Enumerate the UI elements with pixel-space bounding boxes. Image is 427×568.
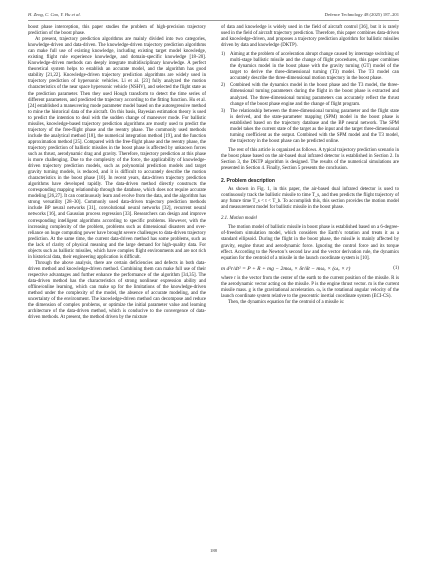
list-item-number: 3) bbox=[221, 108, 226, 114]
list-item-number: 1) bbox=[221, 52, 226, 58]
list-item bbox=[221, 52, 399, 82]
list-item bbox=[221, 109, 399, 145]
right-column bbox=[221, 25, 399, 306]
paragraph: As shown in Fig. 1, in this paper, the air-based dual infrared detector is used to continuously track the ballistic missile to time T_s, and then predicts the flight trajectory of any future time T_s < t < T_b. To accomplish this, this section provides the motion model and measurement model for ballistic missile in the boost phase. bbox=[221, 187, 399, 211]
paragraph: At present, trajectory prediction algorithms are mainly divided into two categories, knowledge-driven and data-driven. The knowledge-driven trajectory prediction algorithms can make full use of existing knowledge, including existing target model knowledge, existing flight rule experience knowledge, and domain-specific knowledge [18–20]. Knowledge-driven methods can deeply integrate multidisciplinary knowledge. A perfect theoretical system helps to establish an accurate model, and the algorithm has good stability [21,22]. Knowledge-driven trajectory prediction algorithms are widely used in trajectory prediction of hypersonic vehicles. Li et al. [23] fully analyzed the motion characteristics of the near space hypersonic vehicle (NSHV), and selected the flight state as the prediction parameter. Then they used Hough transform to detect the time series of different parameters, and predicted the trajectory according to the fitting function. Hu et al. [24] established a maneuvering mode parameter model based on the autoregressive method to mine the historical data of the aircraft. On this basis, Bayesian estimation theory is used to predict the intention to deal with the sudden change of maneuver mode. For ballistic missiles, knowledge-based trajectory prediction algorithms are mostly used to predict the trajectory of the free-flight phase and the reentry phase. The commonly used methods include the analytical method [18], the numerical integration method [19], and the function approximation method [25]. Compared with the free-flight phase and the reentry phase, the trajectory prediction of ballistic missiles in the boost phase is affected by unknown forces such as thrust, aerodynamic drag and gravity. Therefore, trajectory prediction at this phase is more challenging. Due to the complexity of the force, the applicability of knowledge-driven trajectory prediction models, such as polynomial prediction models and target gravity turning models, is reduced, and it is difficult to accurately describe the motion characteristics in the boost phase [10]. In recent years, data-driven trajectory prediction algorithms have developed rapidly. The data-driven method directly constructs the corresponding mapping relationship through the database, which does not require accurate modeling [26,27]. It can continuously learn and evolve from the data, and the algorithm has strong versatility [28–30]. Commonly used data-driven trajectory prediction methods include BP neural networks [31], convolutional neural networks [32], recurrent neural networks [16], and Gaussian process regression [33]. Researchers can design and improve corresponding intelligent algorithms according to specific problems. However, with the increasing complexity of the problem, problems such as dimensional disasters and over-reliance on huge computing power have brought severe challenges to data-driven trajectory prediction. At the same time, the current data-driven method has some problems, such as the lack of clarity of physical meaning and the large demand for high-quality data. For objects such as ballistic missiles, which have complex flight environments and are not rich in historical data, their engineering application is difficult. bbox=[28, 37, 206, 260]
running-header-journal: Defence Technology 48 (2025) 187–201 bbox=[324, 12, 399, 17]
paragraph: The rest of this article is organized as follows. A typical trajectory prediction scenario in the boost phase based on the air-based dual infrared detector is established in Section 2. In Section 3, the DKTP algorithm is designed. The results of the numerical simulations are presented in Section 4. Finally, Section 5 presents the conclusion. bbox=[221, 147, 399, 172]
list-item-number: 2) bbox=[221, 83, 226, 89]
contribution-list bbox=[221, 52, 399, 145]
paragraph: where r is the vector from the center of the earth to the current position of the missile. R is the aerodynamic vector acting on the missile. P is the engine thrust vector. m is the current missile mass. g is the gravitational acceleration. ωₑ is the rotational angular velocity of the launch coordinate system relative to the geocentric inertial coordinate system (ECI-CS). bbox=[221, 275, 399, 299]
paragraph: boost phase interception, this paper studies the problem of high-precision trajectory prediction of the boost phase. bbox=[28, 25, 206, 37]
paragraph: of data and knowledge is widely used in the field of aircraft control [36], but it is rarely used in the field of aircraft trajectory prediction. Therefore, this paper combines data-driven and knowledge-driven, and proposes a trajectory prediction algorithm for ballistic missiles driven by data and knowledge (DKTP). bbox=[221, 25, 399, 49]
running-header-authors: H. Zeng, C. Cao, Y. Hu et al. bbox=[28, 12, 81, 17]
subsection-heading: 2.1. Motion model bbox=[221, 216, 257, 222]
section-heading: 2. Problem description bbox=[221, 178, 275, 185]
list-item-text: Combined with the dynamics model in the boost phase and the T3 model, the three-dimensional turning parameters during the flight in the boost phase is extracted and analyzed. The three-dimensional turning parameters can accurately reflect the thrust change of the boost phase engine and the change of flight program. bbox=[230, 83, 399, 107]
list-item-text: Aiming at the problem of acceleration abrupt change caused by interstage switching of multi-stage ballistic missile and the change of flight procedures, this paper combines the dynamics model in the boost phase with the gravity turning (GT) model of the target to derive the three-dimensional turning (T3) model. The T3 model can accurately describe the three-dimensional motion trajectory in the boost phase. bbox=[230, 52, 399, 82]
paragraph: Then, the dynamics equation for the centroid of a missile is: bbox=[228, 299, 345, 305]
page-number: 188 bbox=[210, 548, 217, 553]
list-item-text: The relationship between the three-dimensional turning parameter and the flight state is derived, and the state-parameter mapping (SPM) model in the boost phase is established based on the trajectory database and the BP neural network. The SPM model takes the current state of the target as the input and the target three-dimensional turning coefficient as the output. Combined with the SPM model and the T3 model, the trajectory in the boost phase can be predicted online. bbox=[230, 108, 399, 144]
paragraph: Through the above analysis, there are certain deficiencies and defects in both data-driven method and knowledge-driven method. Combining them can make full use of their respective advantages and further enhance the performance of the algorithm [34,35]. The data-driven method has the characteristics of strong nonlinear expression ability and offline/online learning, which can make up for the limitations of the knowledge-driven method under the complexity of the model, the absence of accurate modeling, and the uncertainty of the environment. The knowledge-driven method can decompose and reduce the dimension of complex problems, or optimize the initial parameter value and learning architecture of the data-driven method, which is conducive to the convergence of data-driven methods. At present, the method driven by the mixture bbox=[28, 260, 206, 321]
list-item bbox=[221, 83, 399, 107]
equation-body: m d²r/dt² = P + R + mg − 2mωₑ × δr/δt − mωₑ × (ωₑ × r) bbox=[221, 265, 351, 272]
equation-1 bbox=[221, 266, 399, 272]
left-column bbox=[28, 25, 206, 321]
equation-number: (1) bbox=[393, 265, 399, 271]
header-divider bbox=[28, 20, 399, 21]
paragraph: The motion model of ballistic missile in boost phase is established based on a 6-degree-of-freedom simulation model, which considers the Earth’s rotation and treats it as a standard ellipsoid. During the flight in the boost phase, the missile is mainly affected by gravity, engine thrust and aerodynamic force. Ignoring the control force and its torque effect. According to the Newton’s second law and the vector derivation rule, the dynamics equation for the centroid of a missile in the launch coordinate system is [10]. bbox=[221, 225, 399, 261]
